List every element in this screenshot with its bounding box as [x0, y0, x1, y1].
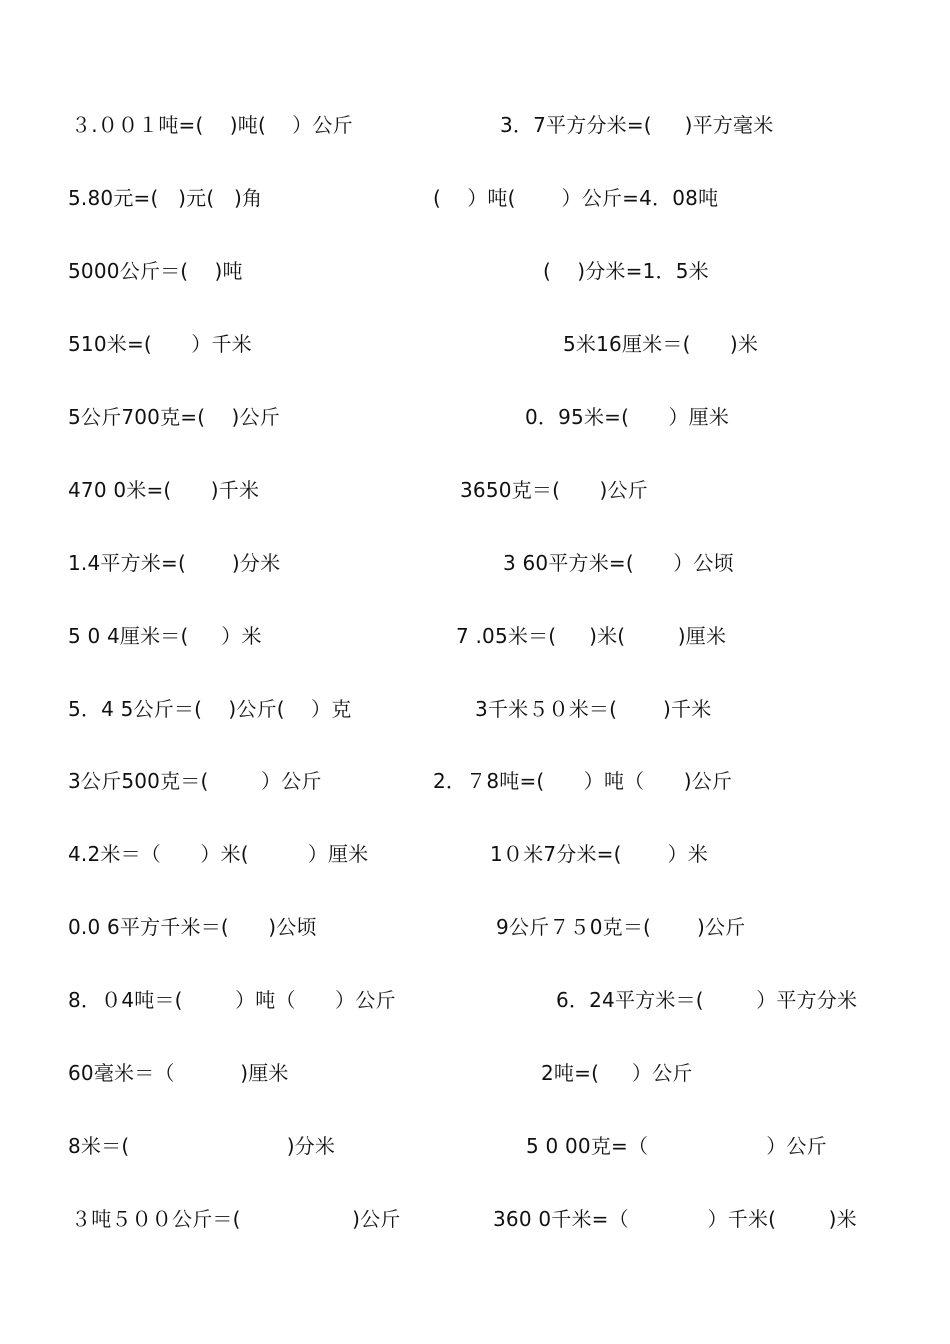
problem-row-14 — [0, 1055, 950, 1091]
right-problem: 2吨=( ）公斤 — [541, 1061, 693, 1085]
problem-row-11 — [0, 836, 950, 872]
left-problem: 3公斤500克＝( ）公斤 — [68, 769, 322, 793]
left-problem: 8．０4吨＝( ）吨（ ）公斤 — [68, 988, 396, 1012]
problem-row-12 — [0, 909, 950, 945]
problem-row-4 — [0, 326, 950, 362]
right-problem: 5 0 00克=（ ）公斤 — [526, 1134, 827, 1158]
left-problem: 60毫米＝（ )厘米 — [68, 1061, 289, 1085]
right-problem: 1０米7分米=( ）米 — [490, 842, 708, 866]
left-problem: 5．4 5公斤＝( )公斤( ）克 — [68, 697, 352, 721]
problem-row-9 — [0, 691, 950, 727]
left-problem: ３.００１吨=( )吨( ）公斤 — [71, 113, 353, 137]
right-problem: ( )分米=1．5米 — [543, 259, 709, 283]
right-problem: 3千米５０米＝( )千米 — [475, 697, 712, 721]
left-problem: 470 0米=( )千米 — [68, 478, 260, 502]
problem-row-5 — [0, 399, 950, 435]
right-problem: 2．７8吨=( ）吨（ )公斤 — [433, 769, 733, 793]
problem-row-6 — [0, 472, 950, 508]
right-problem: 5米16厘米＝( )米 — [563, 332, 759, 356]
left-problem: 5公斤700克=( )公斤 — [68, 405, 280, 429]
problem-row-10 — [0, 763, 950, 799]
problem-row-13 — [0, 982, 950, 1018]
left-problem: 5000公斤＝( )吨 — [68, 259, 243, 283]
right-problem: 0．95米=( ）厘米 — [525, 405, 730, 429]
left-problem: ３吨５００公斤＝( )公斤 — [71, 1207, 401, 1231]
left-problem: 8米＝( )分米 — [68, 1134, 336, 1158]
left-problem: 5.80元=( )元( )角 — [68, 186, 263, 210]
left-problem: 510米=( ）千米 — [68, 332, 252, 356]
right-problem: 9公斤７５0克＝( )公斤 — [496, 915, 746, 939]
right-problem: 7 .05米＝( )米( )厘米 — [456, 624, 727, 648]
problem-row-16 — [0, 1201, 950, 1237]
problem-row-15 — [0, 1128, 950, 1164]
problem-row-2 — [0, 180, 950, 216]
left-problem: 4.2米＝（ ）米( ）厘米 — [68, 842, 369, 866]
problem-row-3 — [0, 253, 950, 289]
left-problem: 1.4平方米=( )分米 — [68, 551, 281, 575]
right-problem: 6．24平方米＝( ）平方分米 — [556, 988, 858, 1012]
left-problem: 5 0 4厘米＝( ）米 — [68, 624, 262, 648]
left-problem: 0.0 6平方千米＝( )公顷 — [68, 915, 317, 939]
right-problem: 3．7平方分米=( )平方毫米 — [500, 113, 774, 137]
problem-row-1 — [0, 107, 950, 143]
problem-row-7 — [0, 545, 950, 581]
right-problem: 3650克＝( )公斤 — [460, 478, 648, 502]
problem-row-8 — [0, 618, 950, 654]
right-problem: 360 0千米=（ ）千米( )米 — [493, 1207, 857, 1231]
right-problem: ( ）吨( ）公斤=4．08吨 — [433, 186, 719, 210]
right-problem: 3 60平方米=( ）公顷 — [503, 551, 734, 575]
